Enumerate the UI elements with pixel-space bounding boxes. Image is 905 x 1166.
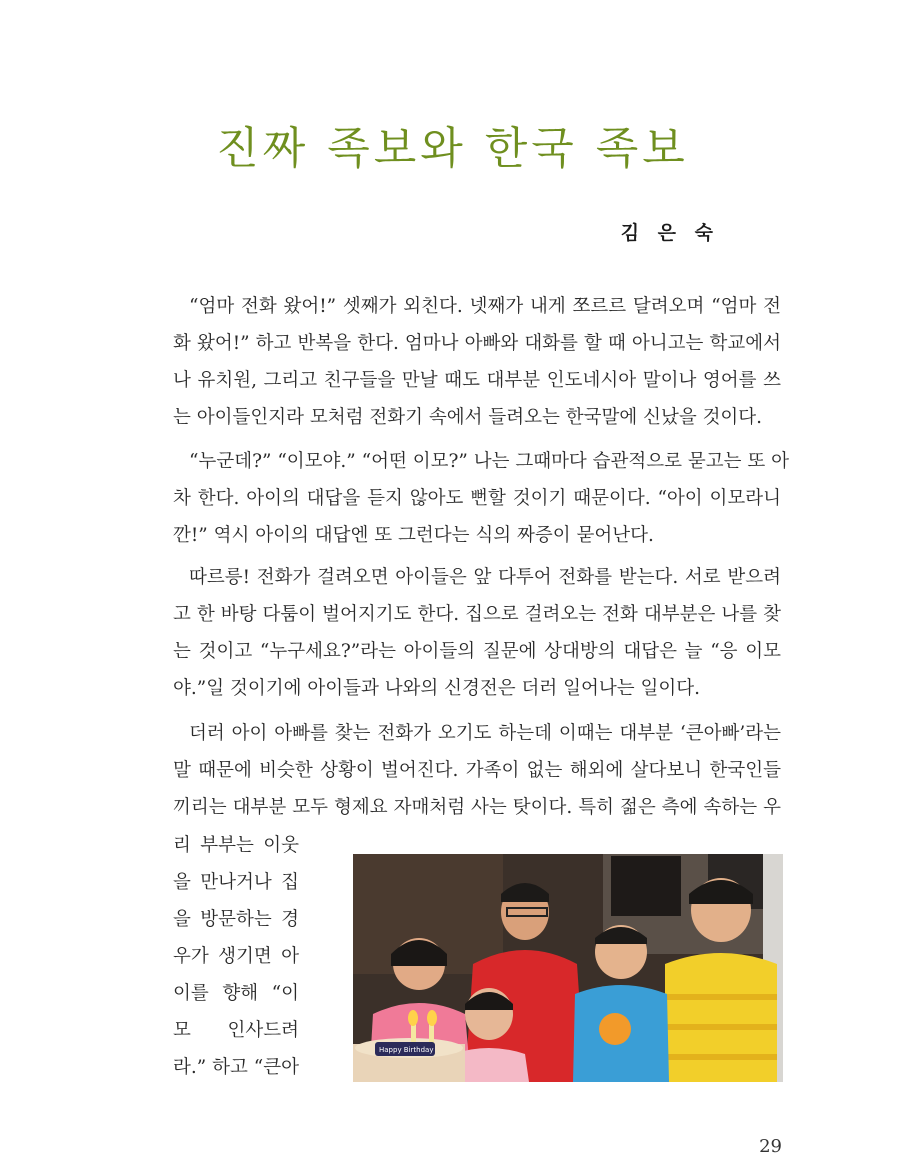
family-photo [353,854,783,1082]
text-line: 따르릉! 전화가 걸려오면 아이들은 앞 다투어 전화를 받는다. 서로 받으려 [189,567,781,588]
text-line: 는 아이들인지라 모처럼 전화기 속에서 들려오는 한국말에 신났을 것이다. [173,407,763,428]
cake-text: Happy Birthday [379,1046,434,1054]
text-line: 야.”일 것이기에 아이들과 나와의 신경전은 더러 일어나는 일이다. [173,678,701,699]
text-line: “누군데?” “이모야.” “어떤 이모?” 나는 그때마다 습관적으로 묻고는 또 아 [189,451,790,472]
text-line: 을 만나거나 집 [173,872,299,893]
text-line: 더러 아이 아빠를 찾는 전화가 오기도 하는데 이때는 대부분 ‘큰아빠’라는 [189,723,781,744]
text-line: 라.” 하고 “큰아 [173,1057,299,1078]
text-line: 화 왔어!” 하고 반복을 한다. 엄마나 아빠와 대화를 할 때 아니고는 학교에서 [173,333,781,354]
text-line: “엄마 전화 왔어!” 셋째가 외친다. 넷째가 내게 쪼르르 달려오며 “엄마 전 [189,296,781,317]
paragraph-2 [173,443,790,554]
text-line: 고 한 바탕 다툼이 벌어지기도 한다. 집으로 걸려오는 전화 대부분은 나를 찾 [173,604,781,625]
family-photo-illustration [353,854,783,1082]
paragraph-4 [173,715,781,826]
text-line: 리 부부는 이웃 [173,835,299,856]
author-name: 김 은 숙 [620,222,719,244]
text-line: 이를 향해 “이 [173,983,299,1004]
text-line: 는 것이고 “누구세요?”라는 아이들의 질문에 상대방의 대답은 늘 “응 이모 [173,641,781,662]
paragraph-3 [173,559,781,707]
page-title: 진짜 족보와 한국 족보 [216,123,689,174]
text-line: 말 때문에 비슷한 상황이 벌어진다. 가족이 없는 해외에 살다보니 한국인들 [173,760,781,781]
text-line: 을 방문하는 경 [173,909,299,930]
text-line: 깐!” 역시 아이의 대답엔 또 그런다는 식의 짜증이 묻어난다. [173,525,654,546]
page-number: 29 [759,1136,782,1157]
text-line: 끼리는 대부분 모두 형제요 자매처럼 사는 탓이다. 특히 젊은 측에 속하는 우 [173,797,781,818]
text-line: 우가 생기면 아 [173,946,299,967]
paragraph-1 [173,288,781,436]
text-line: 나 유치원, 그리고 친구들을 만날 때도 대부분 인도네시아 말이나 영어를 쓰 [173,370,781,391]
text-line: 차 한다. 아이의 대답을 듣지 않아도 뻔할 것이기 때문이다. “아이 이모라니 [173,488,781,509]
paragraph-4-continued [173,827,299,1086]
text-line: 모 인사드려 [173,1020,299,1041]
